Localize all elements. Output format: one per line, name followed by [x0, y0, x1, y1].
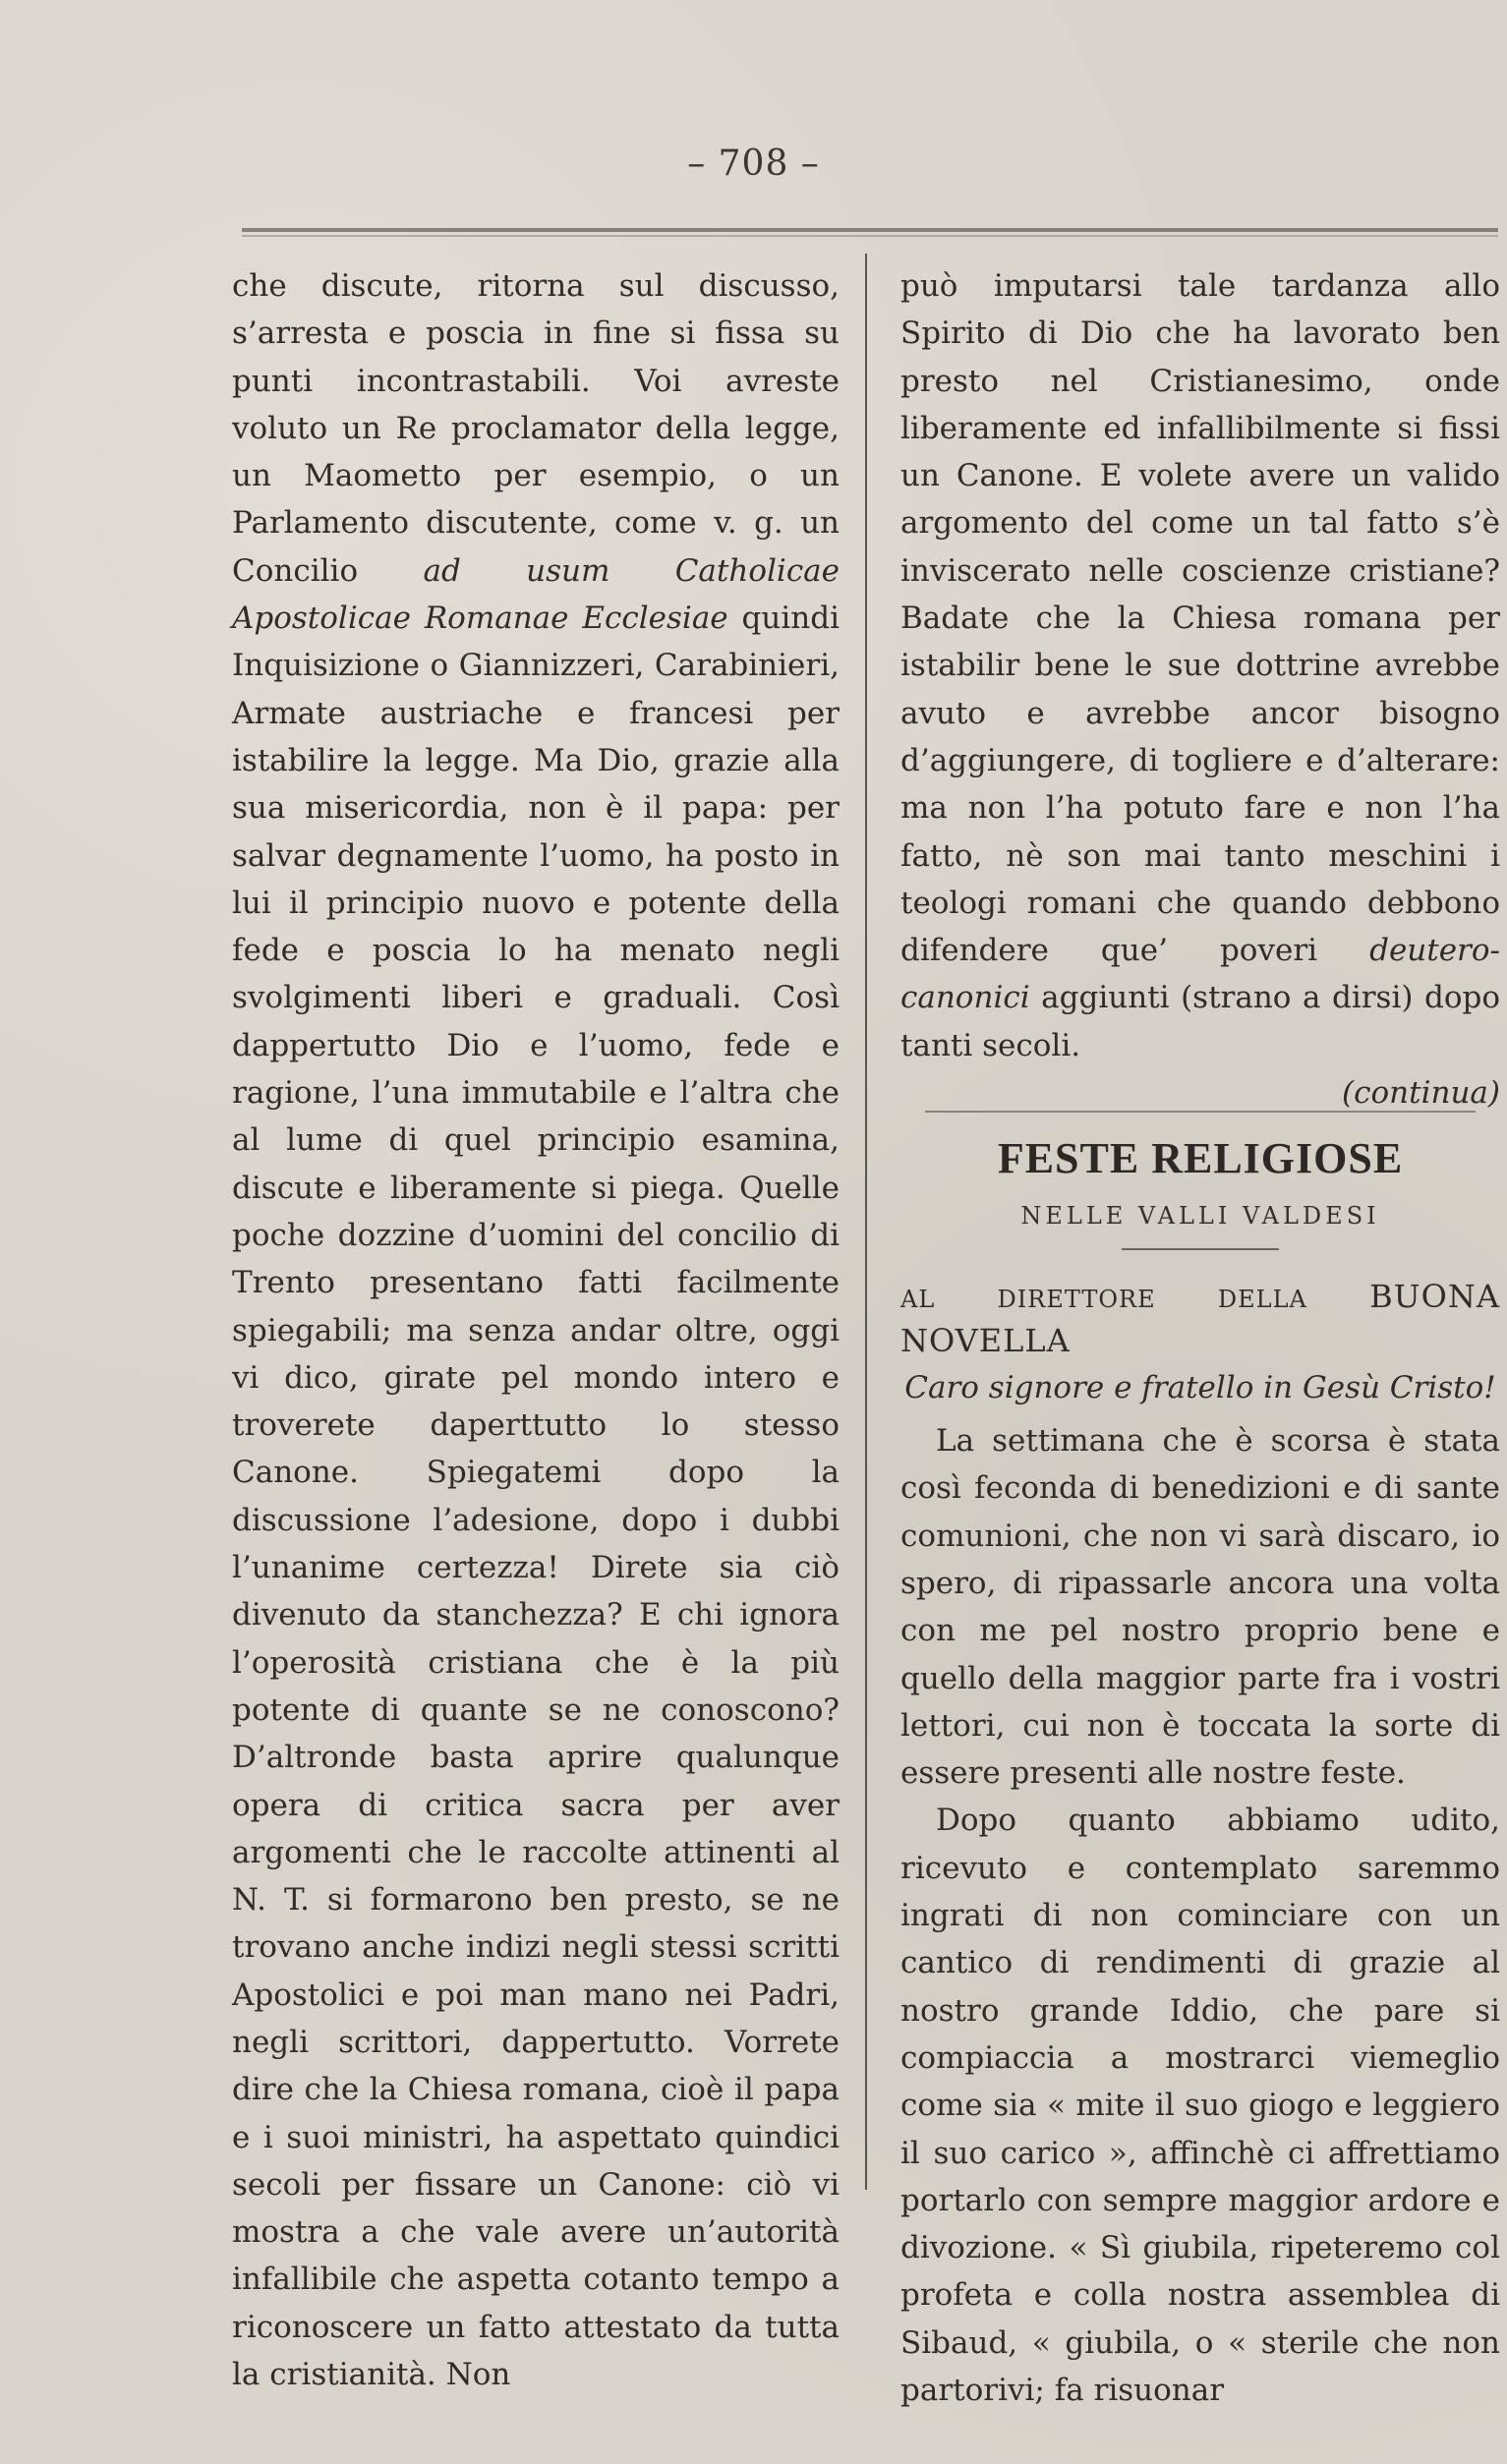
section-title: FESTE RELIGIOSE: [997, 1134, 1404, 1183]
address-title: BUONA NOVELLA: [900, 1278, 1500, 1360]
address-prefix: AL DIRETTORE DELLA: [900, 1286, 1307, 1314]
left-paragraph-1-rest: quindi Inquisizione o Giannizzeri, Carabinieri, Armate austriache e francesi per istabilire la legge. Ma Dio, grazie alla sua misericordia, non è il papa: per salvar degnamente l’uomo, ha posto in lui il principio nuovo e potente della fede e poscia lo ha menato negli svolgimenti liberi e graduali. Così dappertutto Dio e l’uomo, fede e ragione, l’una immutabile e l’altra che al lume di quel principio esamina, discute e liberamente si piega. Quelle poche dozzine d’uomini del concilio di Trento presentano fatti facilmente spiegabili; ma senza andar oltre, oggi vi dico, girate pel mondo intero e troverete daperttutto lo stesso Canone. Spiegatemi dopo la discussione l’adesione, dopo i dubbi l’unanime certezza! Direte sia ciò divenuto da stanchezza? E chi ignora l’operosità cristiana che è la più potente di quante se ne conoscono? D’altronde basta aprire qualunque opera di critica sacra per aver argomenti che le raccolte attinenti al N. T. si formarono ben presto, se ne trovano anche indizi negli stessi scritti Apostolici e poi man mano nei Padri, negli scrittori, dappertutto. Vorrete dire che la Chiesa romana, cioè il papa e i suoi ministri, ha aspettato quindici secoli per fissare un Canone: ciò vi mostra a che vale avere un’autorità infallibile che aspetta cotanto tempo a riconoscere un fatto attestato da tutta la cristianità. Non: [232, 601, 840, 2393]
page-number: – 708 –: [687, 143, 820, 184]
left-column: [232, 262, 840, 2398]
left-paragraph-1-text: che discute, ritorna sul discusso, s’arresta e poscia in fine si fissa su punti incontrastabili. Voi avreste voluto un Re proclamator della legge, un Maometto per esempio, o un Parlamento discutente, come v. g. un Concilio: [232, 268, 840, 589]
header-rule: [242, 228, 1498, 232]
title-underline: [1122, 1248, 1279, 1250]
right-paragraph-1-text: può imputarsi tale tardanza allo Spirito di Dio che ha lavorato ben presto nel Cristianesimo, onde liberamente ed infallibilmente si fissi un Canone. E volete avere un valido argomento del come un tal fatto s’è inviscerato nelle coscienze cristiane? Badate che la Chiesa romana per istabilir bene le sue dottrine avrebbe avuto e avrebbe ancor bisogno d’aggiungere, di togliere e d’alterare: ma non l’ha potuto fare e non l’ha fatto, nè son mai tanto meschini i teologi romani che quando debbono difendere que’ poveri: [900, 268, 1500, 969]
address-line: [900, 1276, 1500, 1364]
section-divider: [925, 1111, 1476, 1113]
right-paragraph-1: [900, 262, 1500, 1069]
right-paragraph-3: Dopo quanto abbiamo udito, ricevuto e contemplato saremmo ingrati di non cominciare con un cantico di rendimenti di grazie al nostro grande Iddio, che pare si compiaccia a mostrarci viemeglio come sia « mite il suo giogo e leggiero il suo carico », affinchè ci affrettiamo portarlo con sempre maggior ardore e divozione. « Sì giubila, ripeteremo col profeta e colla nostra assemblea di Sibaud, « giubila, o « sterile che non partorivi; fa risuonar: [900, 1803, 1500, 2408]
italic-phrase: deutero-canonici: [900, 933, 1501, 1016]
section-subtitle: NELLE VALLI VALDESI: [1020, 1202, 1380, 1231]
latin-phrase: ad usum Catholicae Apostolicae Romanae Ecclesiae: [232, 552, 840, 637]
continua-note: (continua): [1342, 1075, 1500, 1112]
salutation: Caro signore e fratello in Gesù Cristo!: [904, 1370, 1496, 1406]
left-paragraph-1: [232, 262, 840, 2398]
right-paragraph-1-rest: aggiunti (strano a dirsi) dopo tanti secoli.: [900, 980, 1501, 1063]
right-paragraph-2: La settimana che è scorsa è stata così feconda di benedizioni e di sante comunioni, che non vi sarà discaro, io spero, di ripassarle ancora una volta con me pel nostro proprio bene e quello della maggior parte fra i vostri lettori, cui non è toccata la sorte di essere presenti alle nostre feste.: [900, 1423, 1500, 1792]
right-column: [900, 262, 1500, 2414]
column-divider: [865, 254, 867, 2190]
